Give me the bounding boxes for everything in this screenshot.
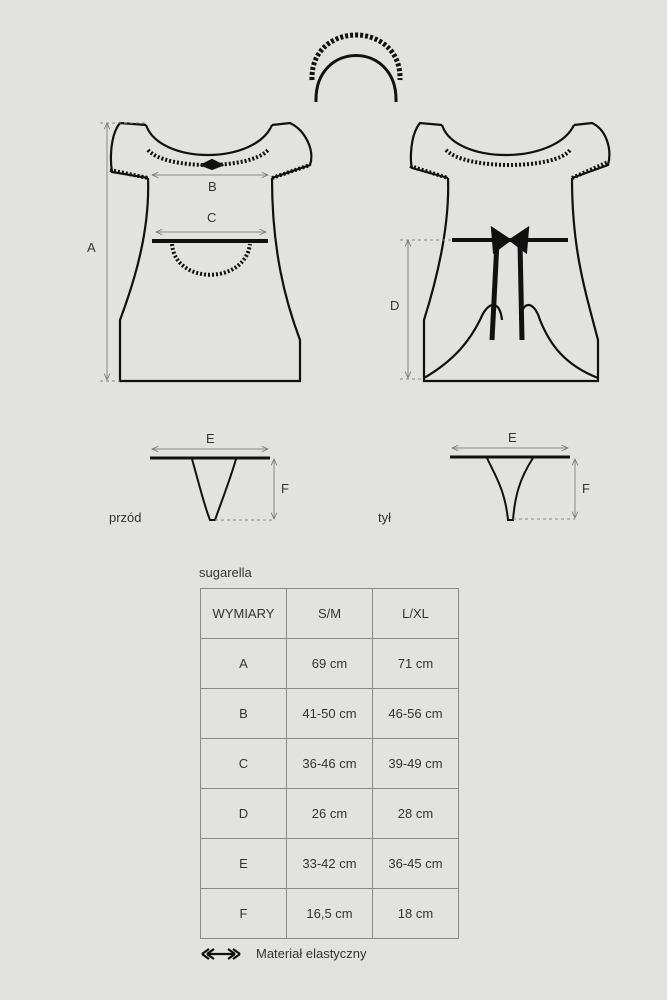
table-header-cell: L/XL bbox=[373, 589, 459, 639]
thong-front-drawing bbox=[150, 458, 270, 520]
table-cell: 41-50 cm bbox=[287, 689, 373, 739]
table-header-cell: WYMIARY bbox=[201, 589, 287, 639]
table-cell: 18 cm bbox=[373, 889, 459, 939]
legend bbox=[200, 946, 367, 961]
table-cell: 36-45 cm bbox=[373, 839, 459, 889]
dimension-d-label: D bbox=[390, 298, 400, 313]
headband-drawing bbox=[312, 35, 400, 102]
back-view-caption: tył bbox=[378, 510, 391, 525]
dimension-f-front-label: F bbox=[281, 481, 289, 496]
table-row bbox=[201, 789, 459, 839]
table-cell: A bbox=[201, 639, 287, 689]
table-row bbox=[201, 839, 459, 889]
table-cell: D bbox=[201, 789, 287, 839]
dimension-f-back-label: F bbox=[582, 481, 590, 496]
dimension-a-label: A bbox=[87, 240, 96, 255]
dimension-b-label: B bbox=[208, 179, 217, 194]
dimension-e-front-label: E bbox=[206, 431, 215, 446]
table-cell: F bbox=[201, 889, 287, 939]
thong-back-drawing bbox=[450, 457, 570, 520]
chemise-front-drawing bbox=[110, 123, 311, 381]
table-row bbox=[201, 889, 459, 939]
table-cell: C bbox=[201, 739, 287, 789]
table-cell: 71 cm bbox=[373, 639, 459, 689]
elastic-arrow-icon bbox=[200, 947, 242, 961]
table-row bbox=[201, 739, 459, 789]
front-view-caption: przód bbox=[109, 510, 142, 525]
table-cell: 26 cm bbox=[287, 789, 373, 839]
table-cell: 39-49 cm bbox=[373, 739, 459, 789]
thong-front-dimensions bbox=[152, 449, 274, 520]
dimension-e-back-label: E bbox=[508, 430, 517, 445]
legend-text: Materiał elastyczny bbox=[256, 946, 367, 961]
table-cell: 28 cm bbox=[373, 789, 459, 839]
table-cell: E bbox=[201, 839, 287, 889]
table-row bbox=[201, 639, 459, 689]
dimension-c-label: C bbox=[207, 210, 217, 225]
product-name: sugarella bbox=[199, 565, 252, 580]
table-header-cell: S/M bbox=[287, 589, 373, 639]
front-dimensions bbox=[100, 123, 268, 381]
table-cell: 33-42 cm bbox=[287, 839, 373, 889]
table-cell: B bbox=[201, 689, 287, 739]
table-cell: 46-56 cm bbox=[373, 689, 459, 739]
table-header-row bbox=[201, 589, 459, 639]
table-cell: 69 cm bbox=[287, 639, 373, 689]
table-cell: 16,5 cm bbox=[287, 889, 373, 939]
chemise-back-drawing bbox=[410, 123, 609, 381]
size-table bbox=[200, 588, 459, 939]
table-cell: 36-46 cm bbox=[287, 739, 373, 789]
table-row bbox=[201, 689, 459, 739]
back-dimensions bbox=[400, 240, 452, 379]
